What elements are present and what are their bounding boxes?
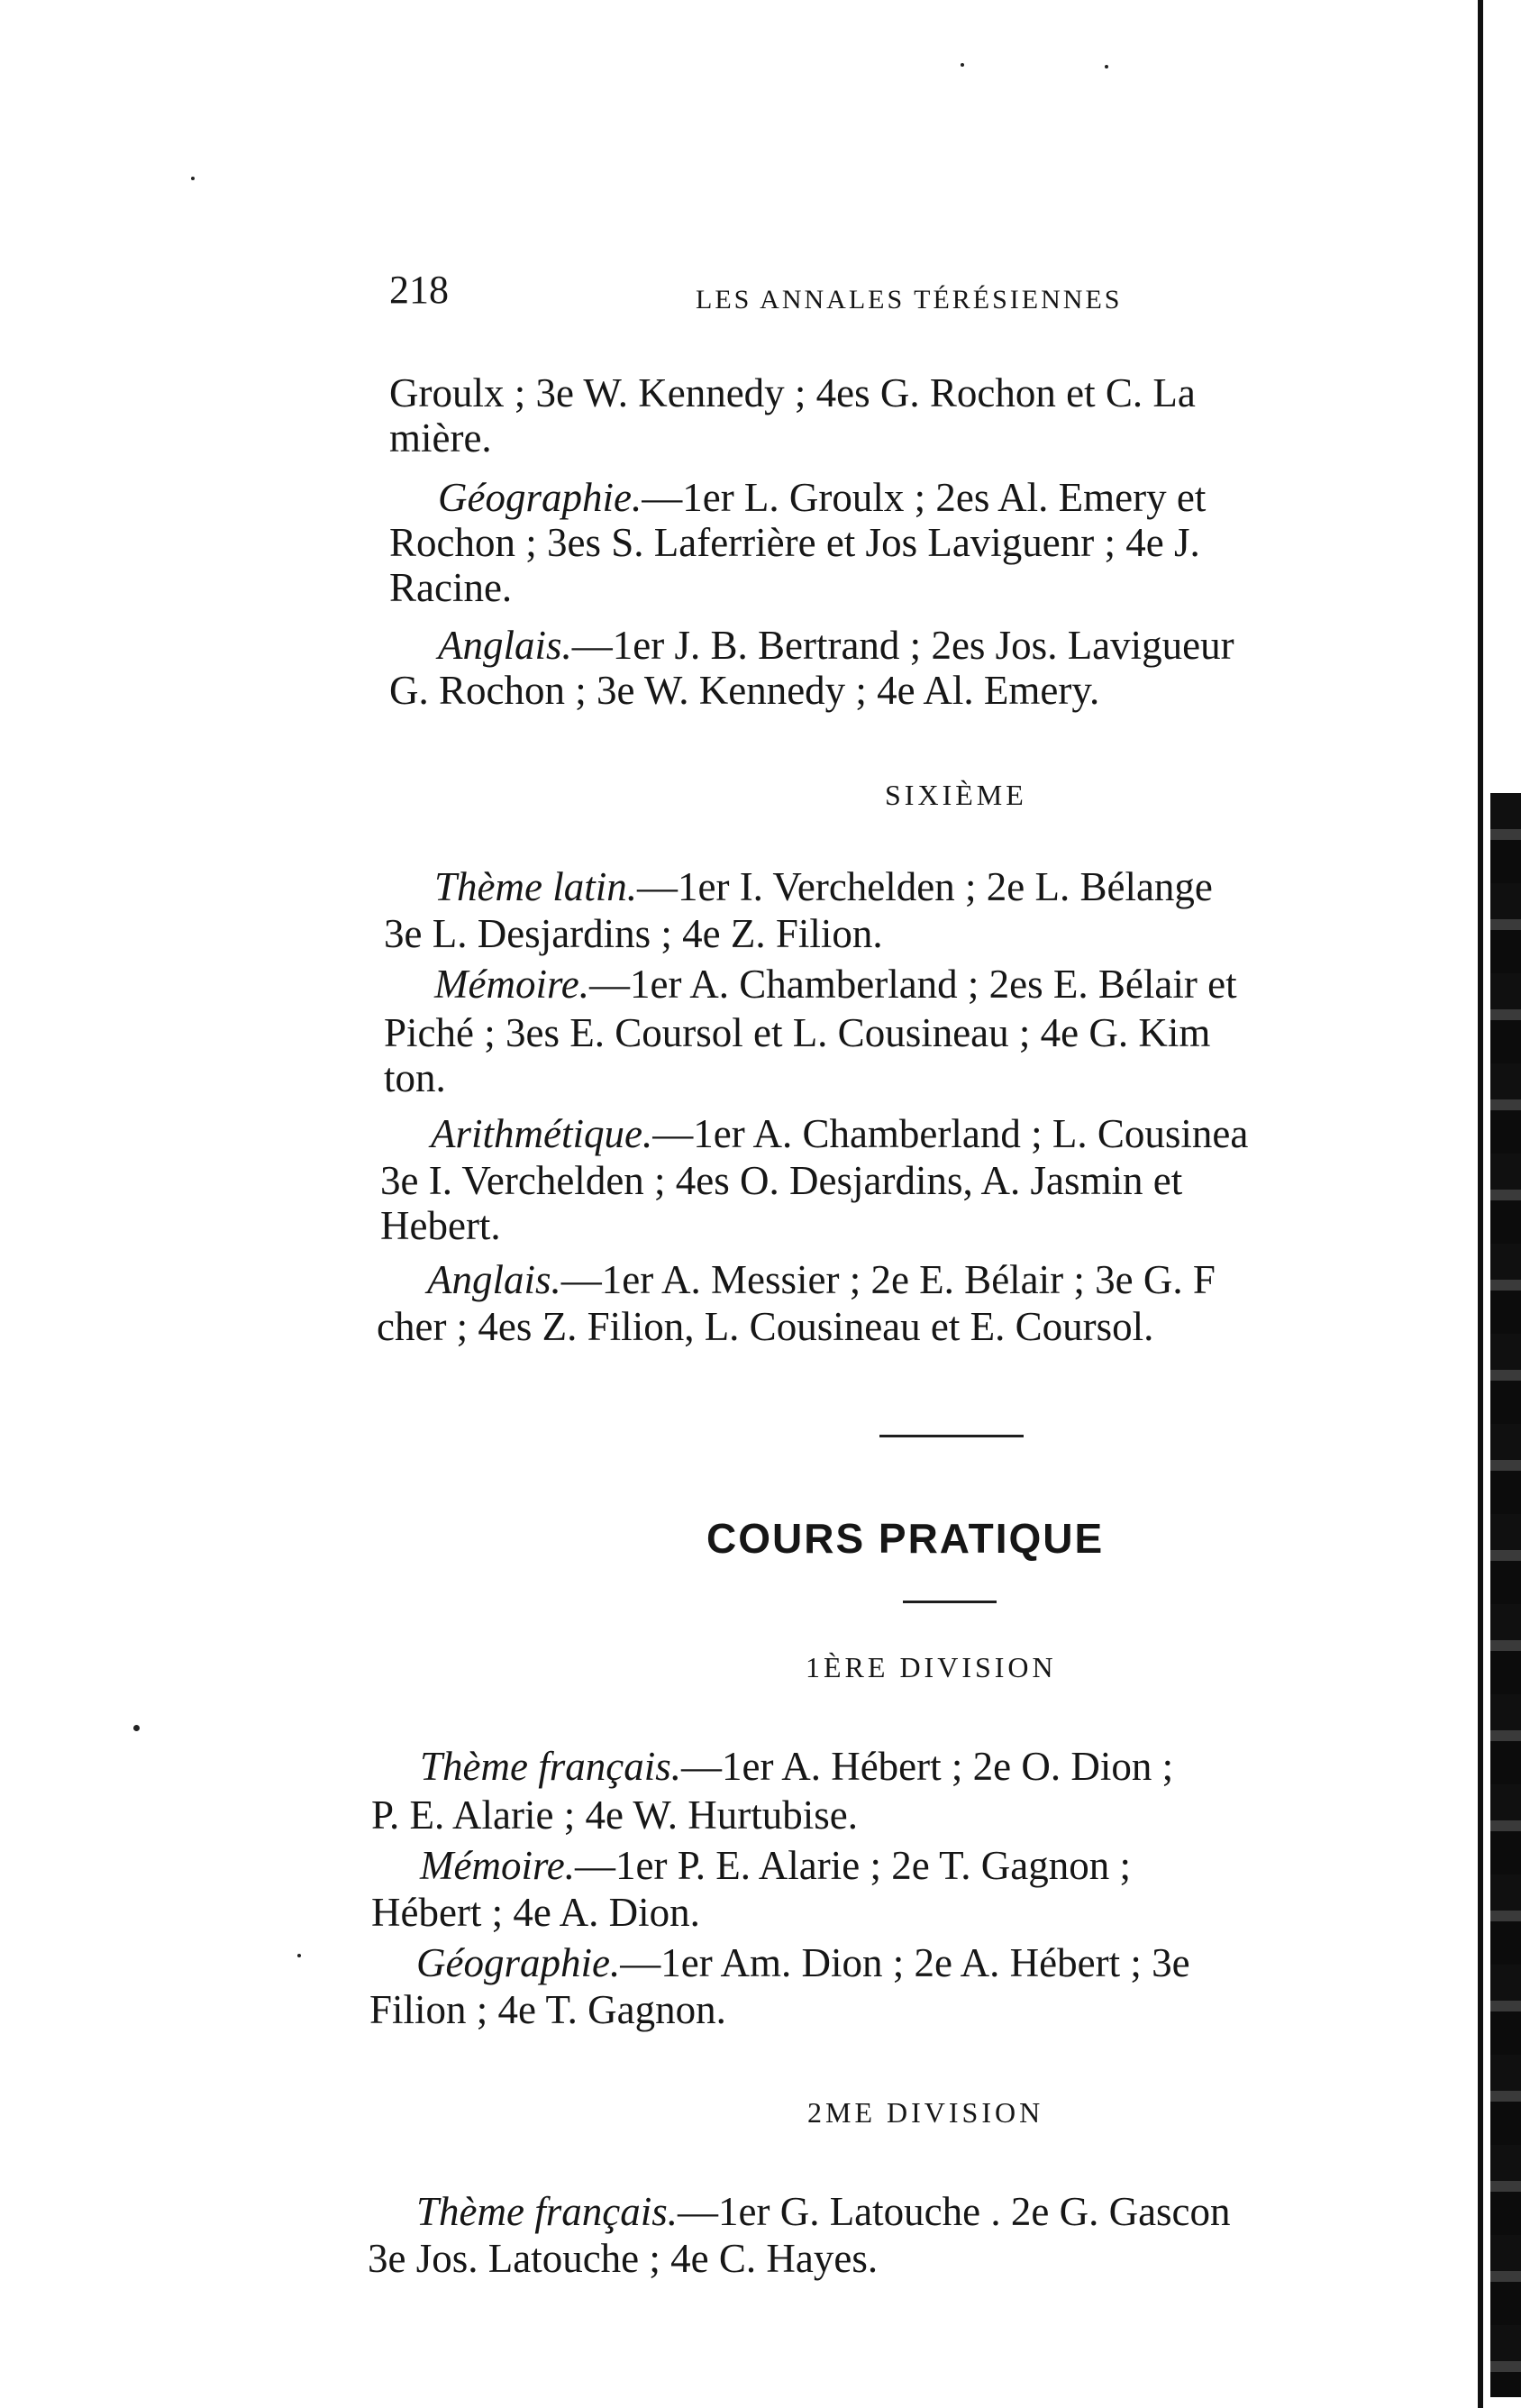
- subject-label: Géographie.: [438, 475, 642, 520]
- section-divider-rule: [879, 1435, 1024, 1437]
- section-heading-cours-pratique: COURS PRATIQUE: [706, 1515, 1105, 1562]
- subsection-heading-1ere-division: 1ÈRE DIVISION: [806, 1651, 1057, 1683]
- paragraph-theme-latin-first-line: [434, 863, 1213, 910]
- text-line: mière.: [389, 415, 492, 461]
- scan-speck: [191, 177, 195, 180]
- text-run: —1er A. Chamberland ; L. Cousinea: [652, 1111, 1249, 1156]
- paragraph-theme-francais-first-line: [420, 1743, 1173, 1790]
- scan-speck: [297, 1954, 301, 1957]
- paragraph-anglais-first-line: [438, 622, 1234, 669]
- text-run: —1er G. Latouche . 2e G. Gascon: [677, 2189, 1231, 2234]
- text-run: —1er A. Messier ; 2e E. Bélair ; 3e G. F: [560, 1257, 1216, 1302]
- text-run: —1er J. B. Bertrand ; 2es Jos. Lavigueur: [571, 623, 1234, 668]
- text-run: —1er Am. Dion ; 2e A. Hébert ; 3e: [620, 1940, 1190, 1985]
- section-heading-sixieme: SIXIÈME: [885, 779, 1027, 811]
- text-line: Racine.: [389, 565, 513, 610]
- text-line: Groulx ; 3e W. Kennedy ; 4es G. Rochon et C. La: [389, 370, 1196, 415]
- text-run: —1er I. Verchelden ; 2e L. Bélange: [636, 864, 1213, 909]
- paragraph-geographie-pratique-first-line: [416, 1939, 1190, 1986]
- page-number: 218: [389, 268, 449, 312]
- text-run: —1er A. Hébert ; 2e O. Dion ;: [680, 1744, 1174, 1789]
- subject-label: Mémoire.: [434, 962, 590, 1007]
- subject-label: Thème français.: [420, 1744, 681, 1789]
- page-header: [389, 267, 1290, 321]
- heading-underline-rule: [903, 1601, 997, 1603]
- text-line: ton.: [384, 1055, 446, 1100]
- text-run: —1er P. E. Alarie ; 2e T. Gagnon ;: [575, 1843, 1132, 1888]
- subject-label: Arithmétique.: [431, 1111, 653, 1156]
- paragraph-memoire-first-line: [434, 961, 1237, 1008]
- paragraph-arithmetique-first-line: [431, 1110, 1248, 1157]
- text-run: —1er A. Chamberland ; 2es E. Bélair et: [589, 962, 1237, 1007]
- subject-label: Géographie.: [416, 1940, 621, 1985]
- subject-label: Anglais.: [438, 623, 572, 668]
- binding-shadow: [1490, 793, 1521, 2397]
- text-run: —1er L. Groulx ; 2es Al. Emery et: [642, 475, 1207, 520]
- text-line: Piché ; 3es E. Coursol et L. Cousineau ; 4e G. Kim: [384, 1010, 1211, 1055]
- subject-label: Anglais.: [427, 1257, 561, 1302]
- subject-label: Thème français.: [416, 2189, 678, 2234]
- paragraph-anglais-sixieme-first-line: [427, 1256, 1216, 1303]
- text-line: 3e Jos. Latouche ; 4e C. Hayes.: [368, 2236, 879, 2281]
- text-line: cher ; 4es Z. Filion, L. Cousineau et E. Coursol.: [377, 1304, 1154, 1349]
- text-line: Hebert.: [380, 1203, 501, 1248]
- text-line: Filion ; 4e T. Gagnon.: [369, 1987, 726, 2032]
- subject-label: Thème latin.: [434, 864, 637, 909]
- text-line: Hébert ; 4e A. Dion.: [371, 1890, 700, 1935]
- scan-speck: [961, 63, 964, 67]
- scan-speck: [133, 1725, 140, 1731]
- paragraph-theme-francais-2-first-line: [416, 2188, 1231, 2235]
- paragraph-geographie-first-line: [438, 474, 1206, 521]
- text-line: 3e L. Desjardins ; 4e Z. Filion.: [384, 911, 883, 956]
- running-title: LES ANNALES TÉRÉSIENNES: [696, 285, 1123, 315]
- text-line: Rochon ; 3es S. Laferrière et Jos Laviguenr ; 4e J.: [389, 520, 1200, 565]
- subject-label: Mémoire.: [420, 1843, 576, 1888]
- subsection-heading-2me-division: 2ME DIVISION: [807, 2096, 1044, 2129]
- text-line: P. E. Alarie ; 4e W. Hurtubise.: [371, 1792, 858, 1838]
- scan-speck: [1105, 65, 1108, 68]
- text-line: G. Rochon ; 3e W. Kennedy ; 4e Al. Emery.: [389, 668, 1100, 713]
- paragraph-memoire-pratique-first-line: [420, 1842, 1131, 1889]
- text-line: 3e I. Verchelden ; 4es O. Desjardins, A. Jasmin et: [380, 1158, 1183, 1203]
